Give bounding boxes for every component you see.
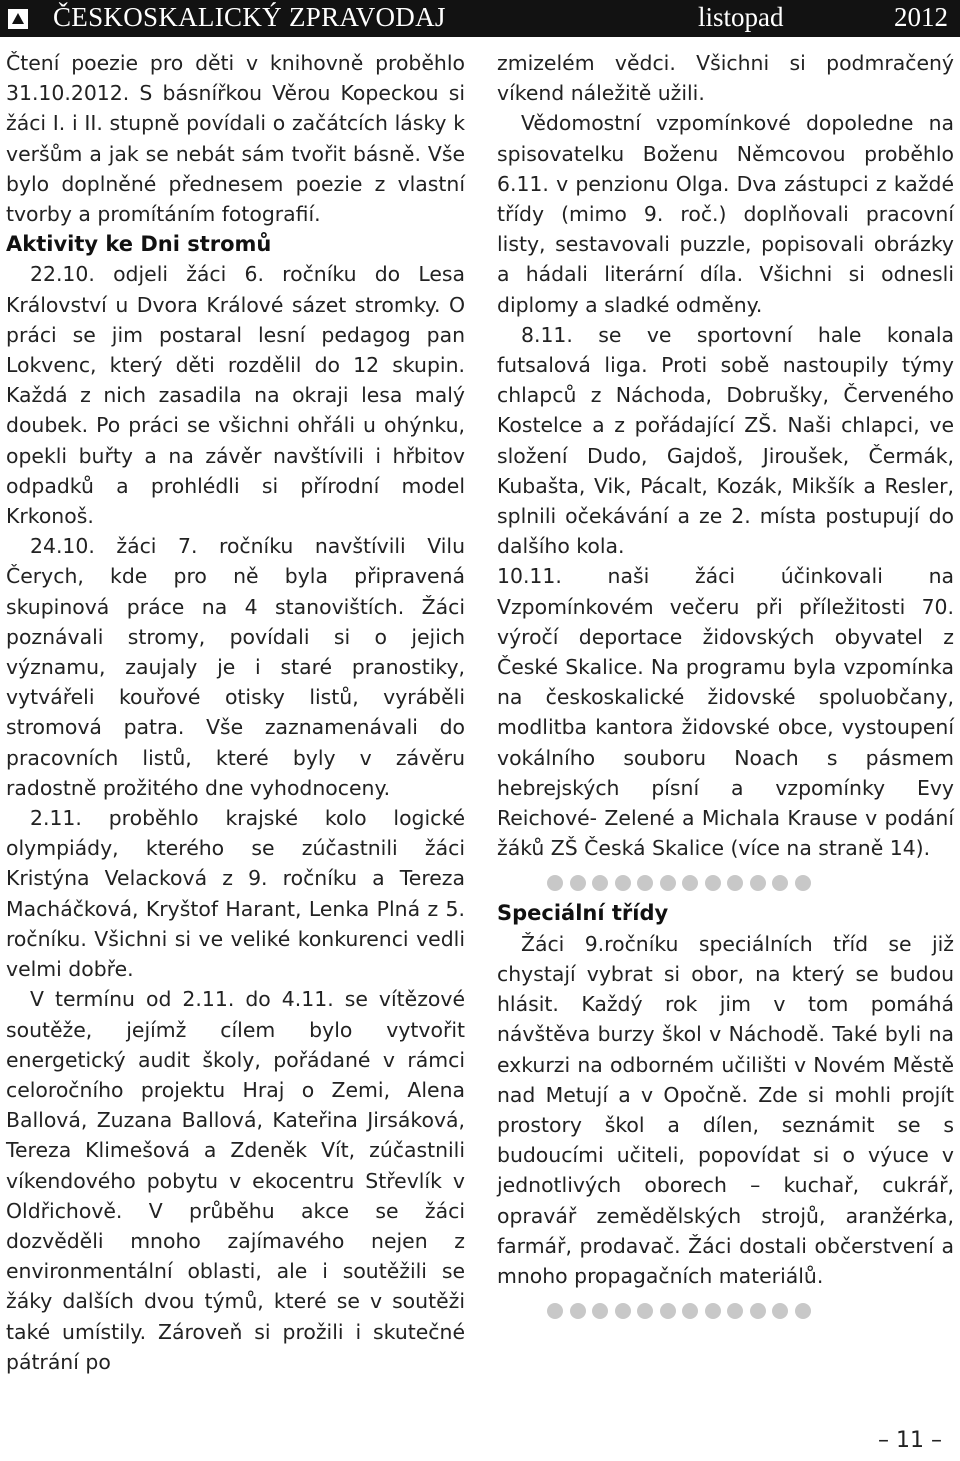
article-paragraph: 24.10. žáci 7. ročníku navštívili Vilu Čerych, kde pro ně byla připravená skupinová práce na 4 stanovištích. Žáci poznávali stromy, povídali si o jejich významu, zaujaly je i staré pranostiky, vytvářeli kouřové otisky listů, vyráběli stromová patra. Vše zaznamenávali do pracovních listů, které byly v závěru radostně prožitého dne vyhodnoceny. bbox=[6, 534, 465, 800]
divider-dot bbox=[547, 1303, 563, 1319]
article-paragraph: V termínu od 2.11. do 4.11. se vítězové soutěže, jejímž cílem bylo vytvořit energetický audit školy, pořádané v rámci celoročního projektu Hraj o Zemi, Alena Ballová, Zuzana Ballová, Kateřina Jirsáková, Tereza Klimešová a Zdeněk Vít, zúčastnili víkendového pobytu v ekocentru Střevlík v Oldřichově. V průběhu akce se žáci dozvěděli mnoho zajímavého nejen z environmentální oblasti, ale i soutěžili se žáky dalších dvou týmů, které se v soutěži také umístily. Zároveň si prožili i skutečné pátrání po bbox=[6, 987, 465, 1374]
issue-year: 2012 bbox=[894, 2, 948, 32]
divider-dot bbox=[615, 1303, 631, 1319]
divider-dot bbox=[795, 1303, 811, 1319]
divider-dot bbox=[570, 1303, 586, 1319]
divider-dot bbox=[705, 1303, 721, 1319]
article-paragraph: 2.11. proběhlo krajské kolo logické olympiády, kterého se zúčastnili žáci Kristýna Velacková z 9. ročníku a Tereza Macháčková, Kryštof Harant, Lenka Plná z 5. ročníku. Všichni si ve veliké konkurenci vedli velmi dobře. bbox=[6, 806, 465, 982]
article-paragraph: Čtení poezie pro děti v knihovně proběhlo 31.10.2012. S básnířkou Věrou Kopeckou si žáci I. i II. stupně povídali o začátcích lásky k veršům a jak se nebát sám tvořit básně. Vše bylo doplněné přednesem poezie z vlastní tvorby a promítáním fotografií. bbox=[6, 51, 465, 227]
divider-dot bbox=[795, 875, 811, 891]
divider-dot bbox=[615, 875, 631, 891]
divider-dot bbox=[637, 1303, 653, 1319]
divider-dot bbox=[682, 1303, 698, 1319]
article-paragraph: 8.11. se ve sportovní hale konala futsalová liga. Proti sobě nastoupily týmy chlapců z Náchoda, Dobrušky, Červeného Kostelce a z pořádající ZŠ. Naši chlapci, ve složení Dudo, Gajdoš, Jiroušek, Čermák, Kubašta, Vik, Pácalt, Kozák, Mikšík a Resler, splnili očekávání a ze 2. místa postupují do dalšího kola. bbox=[497, 322, 954, 559]
section-heading: Speciální třídy bbox=[497, 901, 669, 926]
article-paragraph: zmizelém vědci. Všichni si podmračený víkend náležitě užili. bbox=[497, 51, 954, 106]
divider-dot bbox=[727, 1303, 743, 1319]
page-header bbox=[0, 0, 960, 37]
divider-dot bbox=[592, 1303, 608, 1319]
divider-dot bbox=[547, 875, 563, 891]
divider-dot bbox=[727, 875, 743, 891]
issue-month: listopad bbox=[698, 2, 784, 32]
right-column bbox=[497, 48, 954, 1326]
divider-dot bbox=[750, 1303, 766, 1319]
dot-divider bbox=[547, 875, 954, 891]
divider-dot bbox=[750, 875, 766, 891]
left-column bbox=[6, 48, 465, 1377]
section-heading: Aktivity ke Dni stromů bbox=[6, 232, 272, 257]
logo-icon bbox=[8, 9, 28, 29]
divider-dot bbox=[660, 875, 676, 891]
article-paragraph: 22.10. odjeli žáci 6. ročníku do Lesa Království u Dvora Králové sázet stromky. O práci se jim postaral lesní pedagog pan Lokvenc, který děti rozdělil do 12 skupin. Každá z nich zasadila na okraji lesa malý doubek. Po práci se všichni ohřáli u ohýnku, opekli buřty a na závěr navštívili i hřbitov odpadků a prohlédli si přírodní model Krkonoš. bbox=[6, 262, 465, 529]
article-paragraph: 10.11. naši žáci účinkovali na Vzpomínkovém večeru při příležitosti 70. výročí deportace židovských obyvatel z České Skalice. Na programu byla vzpomínka na českoskalické židovské spoluobčany, modlitba kantora židovské obce, vystoupení vokálního souboru Noach s pásmem hebrejských písní a vzpomínky Evy Reichové- Zelené a Michala Krause v podání žáků ZŠ Česká Skalice (více na straně 14). bbox=[497, 564, 954, 861]
divider-dot bbox=[660, 1303, 676, 1319]
page-number: – 11 – bbox=[878, 1428, 942, 1453]
divider-dot bbox=[705, 875, 721, 891]
divider-dot bbox=[570, 875, 586, 891]
article-paragraph: Žáci 9.ročníku speciálních tříd se již chystají vybrat si obor, na který se budou hlásit. Každý rok jim v tom pomáhá návštěva burzy škol v Náchodě. Také byli na exkurzi na odborném učilišti v Novém Městě nad Metují a v Opočně. Zde si mohli projít prostory škol a dílen, seznámit se s budoucími učiteli, popovídat si o výuce v jednotlivých oborech – kuchař, cukrář, opravář zemědělských strojů, aranžérka, farmář, prodavač. Žáci dostali občerstvení a mnoho propagačních materiálů. bbox=[497, 931, 954, 1288]
divider-dot bbox=[592, 875, 608, 891]
article-paragraph: Vědomostní vzpomínkové dopoledne na spisovatelku Boženu Němcovou proběhlo 6.11. v penzionu Olga. Dva zástupci z každé třídy (mimo 9. roč.) doplňovali pracovní listy, sestavovali puzzle, popisovali obrázky a hádali literární díla. Všichni si odnesli diplomy a sladké odměny. bbox=[497, 111, 954, 317]
divider-dot bbox=[682, 875, 698, 891]
newsletter-title: ČESKOSKALICKÝ ZPRAVODAJ bbox=[53, 2, 446, 32]
divider-dot bbox=[772, 1303, 788, 1319]
dot-divider bbox=[547, 1303, 954, 1319]
divider-dot bbox=[637, 875, 653, 891]
divider-dot bbox=[772, 875, 788, 891]
